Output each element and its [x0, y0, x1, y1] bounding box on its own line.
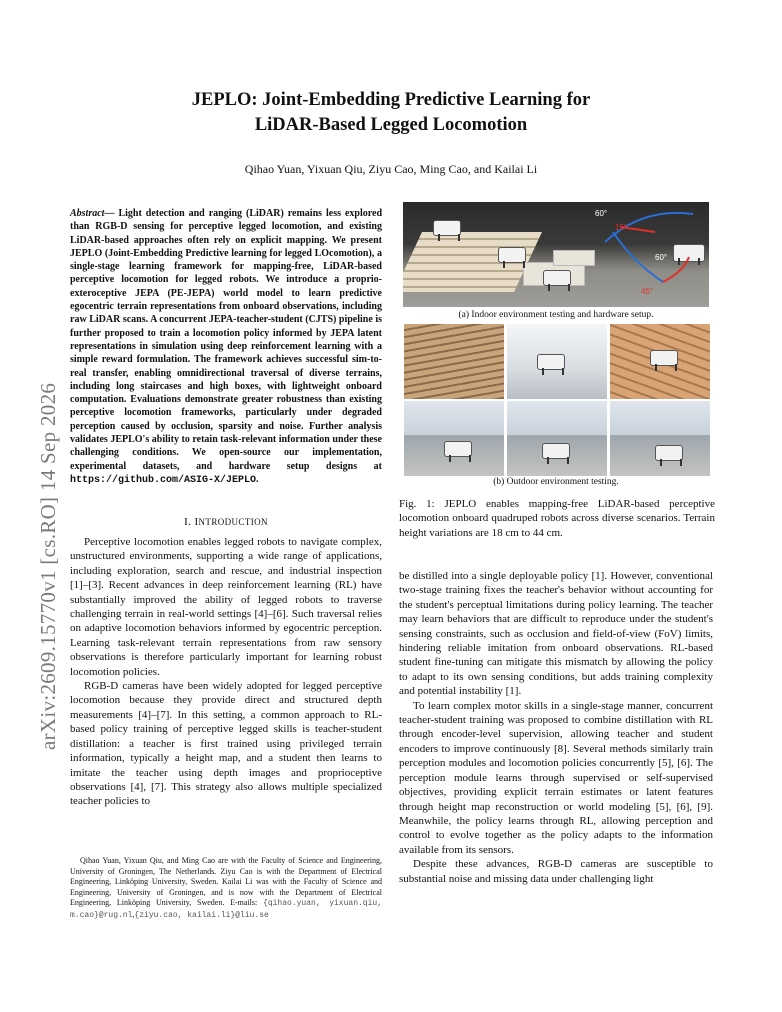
- section-numeral: I.: [184, 516, 192, 528]
- repo-link[interactable]: https://github.com/ASIG-X/JEPLO: [70, 474, 257, 486]
- outdoor-photo: [610, 324, 710, 399]
- footnote-sep: ,: [132, 909, 135, 919]
- title-line-1: JEPLO: Joint-Embedding Predictive Learning for: [191, 90, 591, 110]
- robot-icon: [498, 247, 526, 263]
- fov-angle-diagram: [593, 202, 709, 307]
- caption-end: .: [560, 526, 563, 539]
- outdoor-photo: [404, 401, 504, 476]
- robot-icon: [542, 443, 570, 459]
- paper-title: [0, 88, 782, 138]
- paragraph: Perceptive locomotion enables legged robots to navigate complex, unstructured environments, supporting a wide range of applications, including exploration, search and rescue, and industrial inspection [1]–[3]. Recent advances in deep reinforcement learning (RL) have substantially improved the ability of legged robots to traverse challenging terrain in real-world settings [4]–[6]. Such traversal relies on adaptive locomotion behaviors informed by egocentric perception. Learning task-relevant terrain representations from raw sensory observations is therefore particularly important for learning robust locomotion policies.: [70, 536, 382, 678]
- range-to: to: [521, 526, 531, 539]
- robot-icon: [543, 270, 571, 286]
- paragraph: RGB-D cameras have been widely adopted for legged perceptive locomotion because they provide direct and structured depth measurements [4]–[7]. In this setting, a common approach to RL-based policy training of perceptive legged skills is teacher-student distillation: a teacher is first trained using privileged terrain information, typically a height map, and a student then learns to imitate the teacher using depth images and proprioceptive observations [4], [7]. This strategy also allows multiple specialized teacher policies to: [70, 680, 382, 808]
- robot-icon: [655, 445, 683, 461]
- angle-label: 60°: [595, 209, 608, 218]
- angle-label: 45°: [641, 287, 654, 296]
- footnote-emails-rug: {qihao.yuan, yixuan.qiu, m.cao}@rug.nl: [70, 899, 383, 920]
- range-low: 18 cm: [491, 526, 519, 539]
- footnote-emails-liu: {ziyu.cao, kailai.li}@liu.se: [134, 910, 269, 920]
- figure-indoor-photo: [403, 202, 709, 307]
- robot-icon: [650, 350, 678, 366]
- paragraph: Despite these advances, RGB-D cameras are susceptible to substantial noise and missing data under challenging light: [399, 858, 713, 885]
- affiliation-footnote: [70, 856, 382, 922]
- robot-icon: [537, 354, 565, 370]
- title-line-2: LiDAR-Based Legged Locomotion: [254, 115, 528, 135]
- paragraph: To learn complex motor skills in a single-stage manner, concurrent teacher-student training was proposed to combine distillation with RL through encoder-level supervision, allowing teacher and student encoders to improve continuously [8]. Several methods similarly train perception modules and locomotion policies concurrently [5], [6]. The perception module learns through supervised or self-supervised objectives, providing explicit terrain estimates or latent features through height map reconstruction or world modeling [5], [6], [9]. Meanwhile, the policy learns through RL, allowing perception and control to evolve together as the policy adapts to the information available from its sensors.: [399, 699, 713, 856]
- abstract-end: .: [256, 473, 259, 485]
- figure-caption-a: (a) Indoor environment testing and hardware setup.: [458, 310, 654, 320]
- robot-icon: [444, 441, 472, 457]
- paragraph: be distilled into a single deployable policy [1]. However, conventional two-stage training fixes the teacher's behavior without accounting for the student's perceptual limitations during policy learning. The teacher may learn behaviors that are difficult to reproduce under the student's sensing constraints, such as occlusion and field-of-view (FoV) limits, hindering reliable imitation from onboard observations. RL-based student fine-tuning can mitigate this mismatch by allowing the policy to adapt to its own sensing conditions, but adds training complexity and potential instability [1].: [399, 570, 713, 698]
- test-box: [553, 250, 595, 266]
- footnote-text: Qihao Yuan, Yixuan Qiu, and Ming Cao are with the Faculty of Science and Engineering, University of Groningen, The Netherlands. Ziyu Cao is with the Department of Electrical Engineering, Linköping University, Sweden. Kailai Li was with the Faculty of Science and Engineering, University of Groningen, and is now with the Department of Electrical Engineering, Linköping University, Sweden. E-mails:: [70, 856, 382, 908]
- section-heading-introduction: [70, 516, 382, 528]
- abstract: [70, 207, 382, 487]
- author-list: Qihao Yuan, Yixuan Qiu, Ziyu Cao, Ming Cao, and Kailai Li: [244, 162, 538, 176]
- abstract-text: Light detection and ranging (LiDAR) remains less explored than RGB-D sensing for perceptive legged locomotion, and existing LiDAR-based approaches often rely on explicit mapping. We present JEPLO (Joint-Embedding Predictive learning for legged LOcomotion), a single-stage learning framework for mapping-free, LiDAR-based perceptive locomotion for legged robots. We introduce a proprio-exteroceptive JEPA (PE-JEPA) world model to learn predictive egocentric terrain representations from onboard observations, including raw LiDAR scans. A concurrent JEPA-teacher-student (CJTS) pipeline is further proposed to train a locomotion policy informed by JEPA latent representations in simulation using deep reinforcement learning with a simple reward formulation. The framework achieves successful sim-to-real transfer, enabling omnidirectional traversal of diverse terrains, including long staircases and high boxes, with lightweight onboard computation. Evaluations demonstrate greater robustness than existing perceptive locomotion frameworks, particularly under degraded perception caused by occlusion, sparsity and noise. Further analysis validates JEPLO's ability to retain task-relevant information under these challenging conditions. We open-source our implementation, experimental datasets, and hardware setup designs at: [70, 208, 383, 472]
- section-first-letter: I: [194, 516, 199, 528]
- outdoor-photo: [507, 324, 607, 399]
- robot-icon: [433, 220, 461, 236]
- abstract-lead: Abstract: [70, 208, 105, 219]
- figure-caption: [399, 497, 715, 540]
- figure-caption-text: Fig. 1: JEPLO enables mapping-free LiDAR-based perceptive locomotion onboard quadruped robots across diverse scenarios. Terrain height variations are: [399, 498, 715, 539]
- section-rest: NTRODUCTION: [198, 517, 268, 527]
- figure-caption-b: (b) Outdoor environment testing.: [493, 477, 619, 487]
- range-high: 44 cm: [532, 526, 561, 539]
- left-column-body: [70, 535, 382, 809]
- angle-label: 15°: [615, 223, 628, 232]
- figure-outdoor-grid: [404, 324, 710, 476]
- right-column-body: [399, 569, 713, 886]
- angle-label: 60°: [655, 253, 668, 262]
- outdoor-photo: [404, 324, 504, 399]
- outdoor-photo: [610, 401, 710, 476]
- abstract-dash: —: [104, 208, 115, 219]
- outdoor-photo: [507, 401, 607, 476]
